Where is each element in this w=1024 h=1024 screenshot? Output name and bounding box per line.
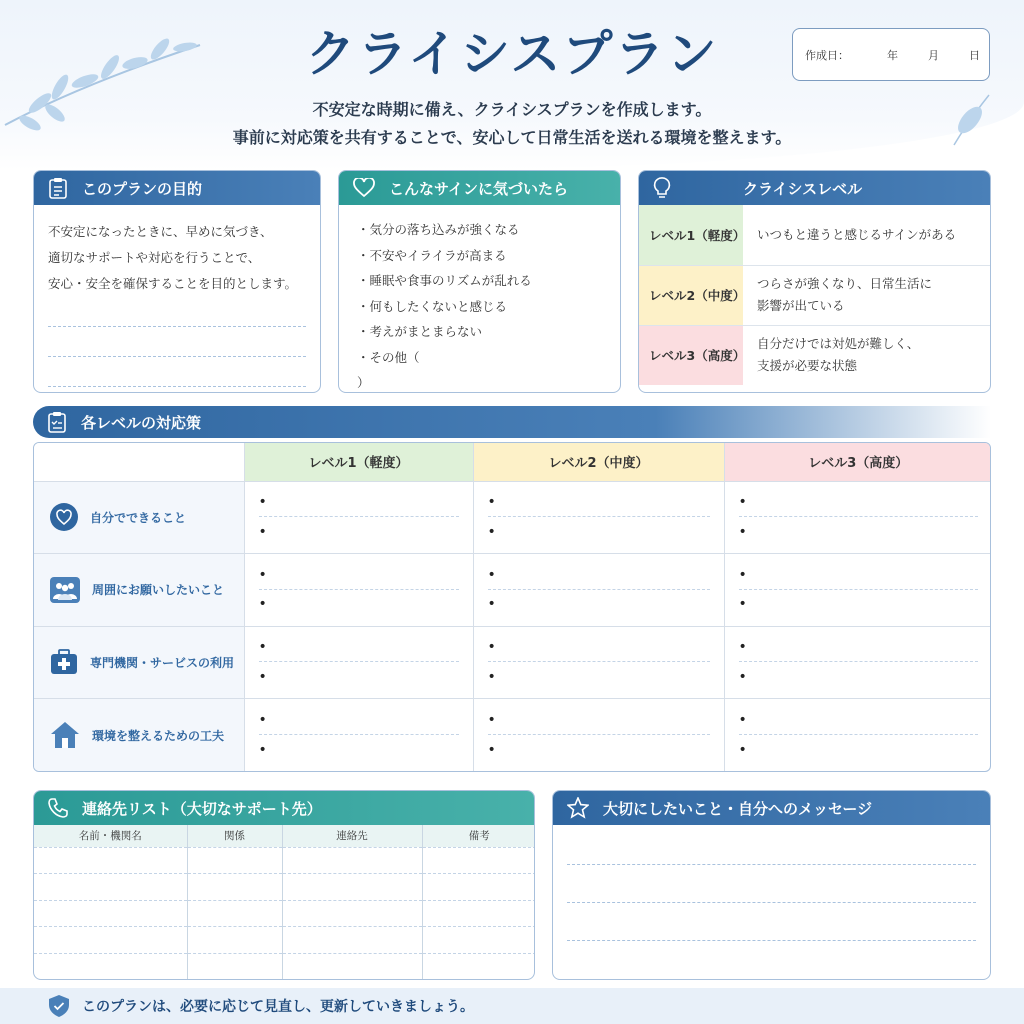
column-header-name: 名前・機関名	[34, 825, 187, 847]
measures-header	[33, 406, 991, 438]
contacts-card	[33, 790, 535, 980]
input-cell[interactable]	[422, 874, 535, 901]
input-cell[interactable]	[34, 927, 187, 954]
column-header-level3: レベル3（高度）	[724, 443, 991, 481]
level1-tag: レベル1（軽度）	[639, 205, 743, 265]
row-label-cell	[34, 699, 244, 772]
table-row	[34, 481, 991, 554]
write-line[interactable]	[567, 865, 976, 903]
clipboard-icon	[48, 177, 68, 199]
purpose-header	[34, 171, 320, 205]
medical-kit-icon	[50, 649, 78, 675]
purpose-line: 安心・安全を確保することを目的とします。	[48, 276, 298, 291]
date-label: 作成日：	[805, 48, 849, 62]
lightbulb-icon	[653, 177, 671, 199]
table-row	[34, 847, 535, 874]
row-label: 環境を整えるための工夫	[92, 728, 225, 743]
page-title: クライシスプラン	[305, 25, 719, 83]
row-label: 自分でできること	[90, 510, 187, 525]
input-cell[interactable]: • •	[724, 481, 991, 554]
table-row	[34, 554, 991, 627]
row-label: 周囲にお願いしたいこと	[92, 583, 225, 598]
write-line[interactable]	[48, 297, 306, 327]
input-cell[interactable]: • •	[473, 554, 724, 627]
input-cell[interactable]	[187, 953, 282, 980]
list-item: ・睡眠や食事のリズムが乱れる	[357, 273, 532, 288]
row-label: 専門機関・サービスの利用	[90, 655, 235, 670]
input-cell[interactable]	[422, 900, 535, 927]
signs-list	[339, 205, 620, 393]
input-cell[interactable]: • •	[724, 626, 991, 699]
subtitle-line: 事前に対応策を共有することで、安心して日常生活を送れる環境を整えます。	[232, 128, 792, 147]
house-icon	[50, 721, 80, 749]
input-cell[interactable]	[422, 847, 535, 874]
write-line[interactable]	[48, 357, 306, 387]
purpose-line: 適切なサポートや対応を行うことで、	[48, 250, 261, 265]
input-cell[interactable]: • •	[244, 481, 473, 554]
input-cell[interactable]	[187, 874, 282, 901]
footer-note	[0, 988, 1024, 1024]
group-icon	[50, 577, 80, 603]
crisis-level-heading: クライシスレベル	[743, 179, 863, 198]
input-cell[interactable]	[187, 900, 282, 927]
page-subtitle	[0, 96, 1024, 152]
input-cell[interactable]: • •	[724, 699, 991, 772]
measures-heading: 各レベルの対応策	[81, 413, 202, 432]
contacts-header	[34, 791, 534, 825]
input-cell[interactable]	[187, 927, 282, 954]
input-cell[interactable]	[34, 953, 187, 980]
year-unit: 年	[887, 48, 898, 62]
corner-cell	[34, 443, 244, 481]
column-header-notes: 備考	[422, 825, 535, 847]
level2-desc: つらさが強くなり、日常生活に 影響が出ている	[743, 265, 990, 325]
column-header-level1: レベル1（軽度）	[244, 443, 473, 481]
input-cell[interactable]	[422, 927, 535, 954]
row-label-cell	[34, 554, 244, 627]
message-heading: 大切にしたいこと・自分へのメッセージ	[603, 799, 873, 818]
write-line[interactable]	[567, 903, 976, 941]
input-cell[interactable]: • •	[244, 626, 473, 699]
list-item: ・不安やイライラが高まる	[357, 247, 507, 263]
message-header	[553, 791, 990, 825]
table-row	[34, 874, 535, 901]
signs-card	[338, 170, 621, 393]
table-row	[34, 626, 991, 699]
level2-tag: レベル2（中度）	[639, 265, 743, 325]
creation-date-field[interactable]	[792, 28, 990, 81]
input-cell[interactable]	[282, 927, 422, 954]
write-line[interactable]	[567, 829, 976, 865]
star-icon	[567, 797, 589, 819]
message-card	[552, 790, 991, 980]
write-line[interactable]	[48, 327, 306, 357]
input-cell[interactable]	[282, 953, 422, 980]
column-header-level2: レベル2（中度）	[473, 443, 724, 481]
table-row	[34, 699, 991, 772]
table-row	[639, 205, 990, 265]
input-cell[interactable]	[34, 900, 187, 927]
row-label-cell	[34, 626, 244, 699]
list-item: ・考えがまとまらない	[357, 324, 483, 339]
column-header-contact: 連絡先	[282, 825, 422, 847]
purpose-body	[34, 205, 320, 297]
table-row	[639, 325, 990, 385]
input-cell[interactable]	[282, 900, 422, 927]
purpose-card	[33, 170, 321, 393]
crisis-level-header	[639, 171, 990, 205]
crisis-level-card	[638, 170, 991, 393]
contacts-heading: 連絡先リスト（大切なサポート先）	[82, 799, 322, 818]
signs-heading: こんなサインに気づいたら	[389, 179, 568, 198]
footer-text: このプランは、必要に応じて見直し、更新していきましょう。	[82, 999, 474, 1015]
input-cell[interactable]: • •	[473, 626, 724, 699]
subtitle-line: 不安定な時期に備え、クライシスプランを作成します。	[312, 100, 712, 119]
input-cell[interactable]: • •	[724, 554, 991, 627]
table-row	[34, 900, 535, 927]
shield-icon	[48, 994, 70, 1018]
table-row	[34, 927, 535, 954]
input-cell[interactable]: • •	[244, 699, 473, 772]
heart-icon	[353, 178, 375, 198]
phone-icon	[48, 798, 68, 818]
level3-desc: 自分だけでは対処が難しく、 支援が必要な状態	[757, 336, 920, 374]
heart-circle-icon	[50, 503, 78, 531]
crisis-level-table	[639, 205, 990, 385]
row-label-cell	[34, 481, 244, 554]
input-cell[interactable]	[282, 847, 422, 874]
input-cell[interactable]	[187, 847, 282, 874]
list-item: ・気分の落ち込みが強くなる	[357, 222, 520, 237]
measures-grid	[33, 442, 991, 772]
input-cell[interactable]	[282, 874, 422, 901]
purpose-line: 不安定になったときに、早めに気づき、	[48, 224, 273, 239]
input-cell[interactable]: • •	[473, 481, 724, 554]
purpose-heading: このプランの目的	[82, 179, 203, 198]
table-header-row	[34, 443, 991, 481]
other-sign-item[interactable]: ・その他（）	[357, 349, 420, 390]
input-cell[interactable]	[34, 847, 187, 874]
checklist-icon	[47, 411, 67, 433]
table-row	[639, 265, 990, 325]
level1-desc: いつもと違うと感じるサインがある	[743, 205, 990, 265]
input-cell[interactable]: • •	[244, 554, 473, 627]
input-cell[interactable]	[34, 874, 187, 901]
table-header-row	[34, 825, 535, 847]
input-cell[interactable]	[422, 953, 535, 980]
level3-tag: レベル3（高度）	[639, 325, 743, 385]
month-unit: 月	[928, 48, 939, 62]
signs-header	[339, 171, 620, 205]
table-row	[34, 953, 535, 980]
list-item: ・何もしたくないと感じる	[357, 298, 508, 314]
column-header-relation: 関係	[187, 825, 282, 847]
contacts-table	[34, 825, 535, 980]
day-unit: 日	[969, 48, 980, 62]
input-cell[interactable]: • •	[473, 699, 724, 772]
